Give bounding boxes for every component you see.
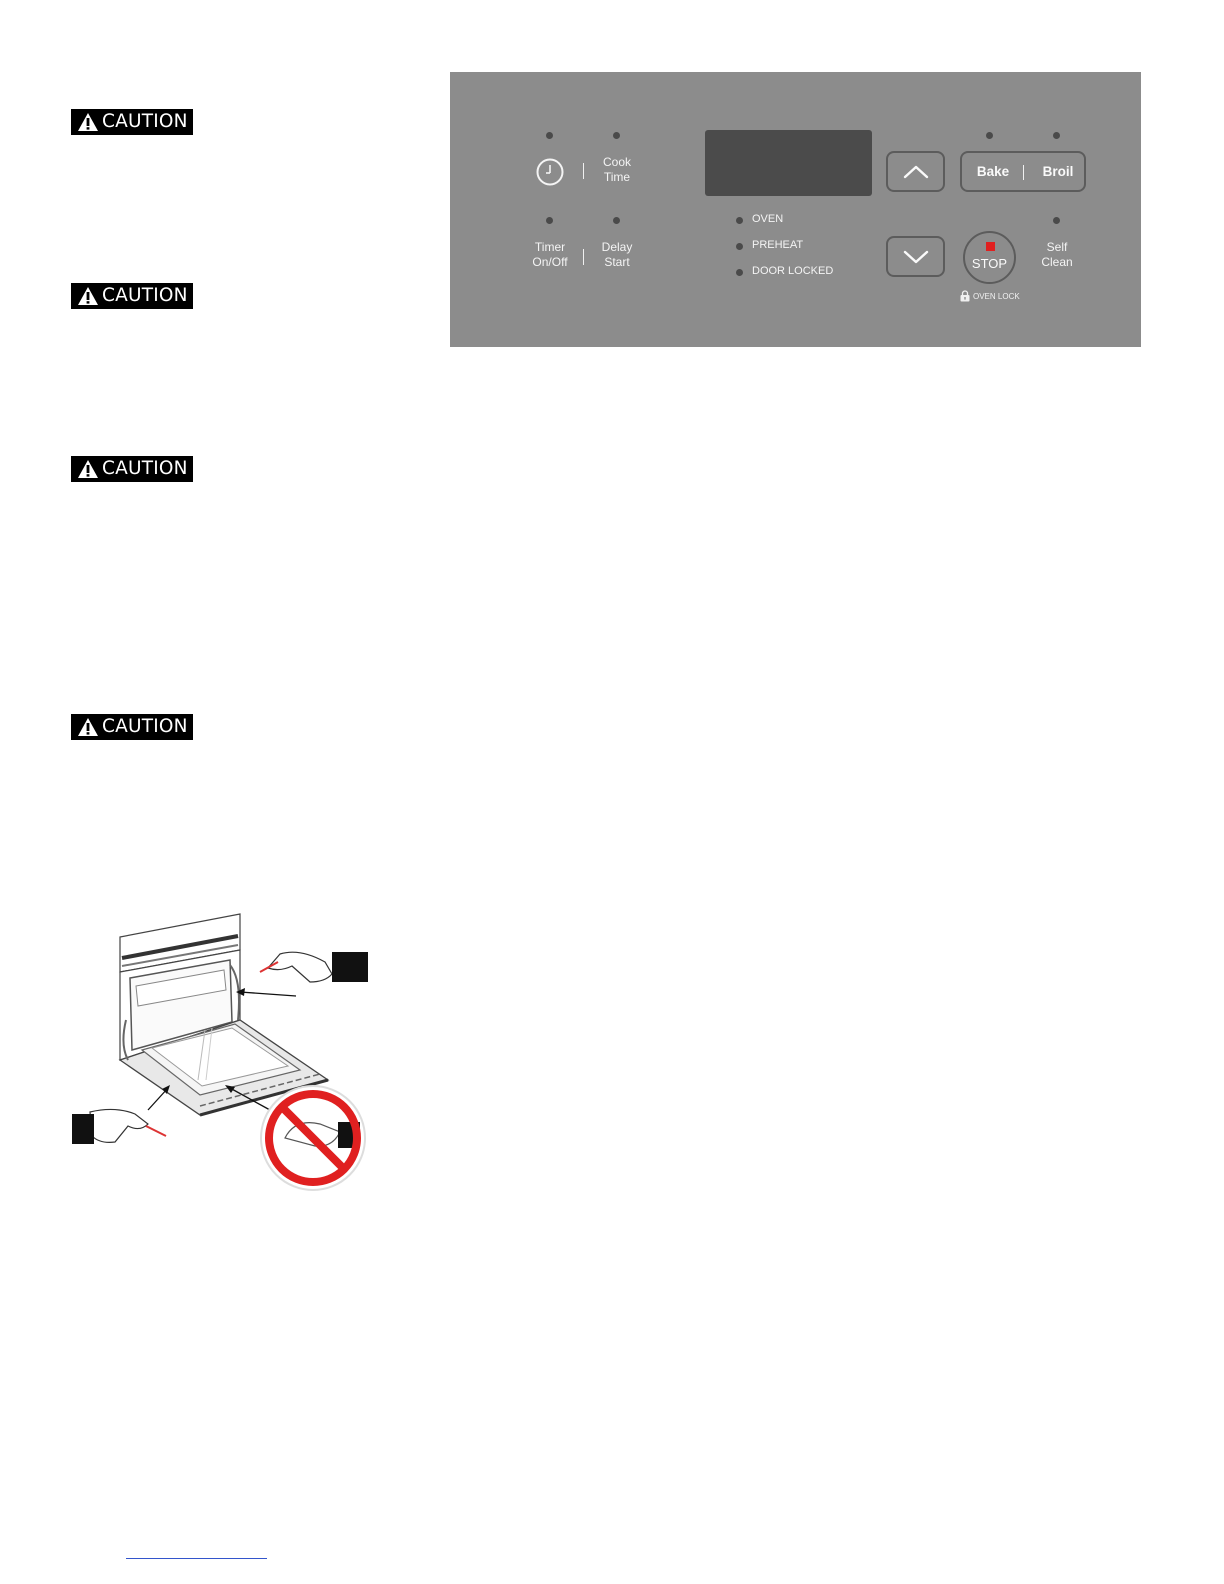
warning-triangle-icon — [77, 112, 99, 132]
chevron-down-icon — [903, 250, 929, 264]
caution-text: CAUTION — [102, 457, 188, 479]
indicator-dot — [546, 132, 553, 139]
divider — [583, 163, 584, 179]
warning-triangle-icon — [77, 286, 99, 306]
status-preheat: PREHEAT — [752, 239, 804, 251]
stop-label: STOP — [971, 256, 1008, 271]
caution-label-1 — [71, 109, 193, 135]
timer-button[interactable] — [520, 240, 580, 270]
indicator-dot — [986, 132, 993, 139]
up-arrow-button[interactable] — [886, 151, 945, 192]
warning-triangle-icon — [77, 459, 99, 479]
cook-time-label-line1: Cook — [602, 155, 631, 169]
clock-button[interactable] — [535, 157, 565, 187]
delay-start-label-line2: Start — [604, 255, 630, 269]
cook-time-button[interactable] — [587, 155, 647, 185]
down-arrow-button[interactable] — [886, 236, 945, 277]
warning-triangle-icon — [77, 717, 99, 737]
stop-button[interactable] — [963, 231, 1016, 284]
bake-button[interactable]: Bake — [976, 164, 1010, 179]
timer-label-line1: Timer — [534, 240, 566, 254]
status-oven: OVEN — [752, 213, 784, 225]
indicator-dot — [613, 132, 620, 139]
caution-text: CAUTION — [102, 110, 188, 132]
self-clean-button[interactable] — [1027, 240, 1087, 270]
self-clean-label-line1: Self — [1046, 240, 1068, 254]
chevron-up-icon — [903, 165, 929, 179]
caution-label-4 — [71, 714, 193, 740]
caution-text: CAUTION — [102, 715, 188, 737]
divider — [1023, 165, 1024, 180]
digital-display — [705, 130, 872, 196]
bake-broil-button-group — [960, 151, 1086, 192]
oven-door-handling-illustration — [70, 910, 370, 1192]
oven-lock-label: OVEN LOCK — [973, 291, 1020, 301]
indicator-dot — [546, 217, 553, 224]
preheat-status-dot — [736, 243, 743, 250]
clock-icon — [535, 157, 565, 187]
oven-control-panel — [450, 72, 1141, 347]
caution-label-3 — [71, 456, 193, 482]
indicator-dot — [1053, 217, 1060, 224]
oven-lock-indicator — [960, 290, 1020, 302]
caution-label-2 — [71, 283, 193, 309]
oven-status-dot — [736, 217, 743, 224]
door-locked-status-dot — [736, 269, 743, 276]
timer-label-line2: On/Off — [532, 255, 568, 269]
status-door-locked: DOOR LOCKED — [752, 265, 834, 277]
stop-square-icon — [986, 242, 995, 251]
lock-icon — [960, 290, 970, 302]
caution-text: CAUTION — [102, 284, 188, 306]
divider — [583, 249, 584, 265]
indicator-dot — [1053, 132, 1060, 139]
delay-start-label-line1: Delay — [601, 240, 633, 254]
indicator-dot — [613, 217, 620, 224]
no-symbol-icon — [261, 1086, 365, 1190]
self-clean-label-line2: Clean — [1041, 255, 1073, 269]
delay-start-button[interactable] — [587, 240, 647, 270]
footer-link-underline[interactable] — [126, 1558, 267, 1559]
broil-button[interactable]: Broil — [1042, 164, 1074, 179]
cook-time-label-line2: Time — [603, 170, 631, 184]
